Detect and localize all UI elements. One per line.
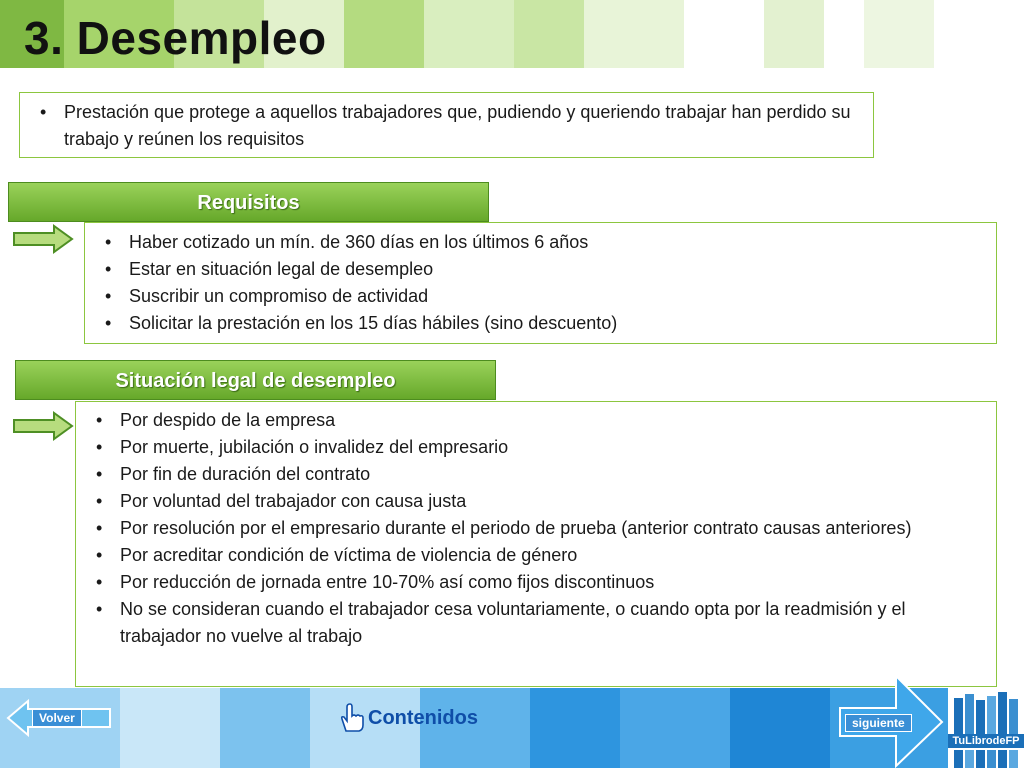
logo xyxy=(948,690,1024,768)
situacion-tab: Situación legal de desempleo xyxy=(15,360,496,400)
requisitos-tab: Requisitos xyxy=(8,182,489,222)
hand-pointer-icon xyxy=(340,703,366,733)
list-item: • Por fin de duración del contrato xyxy=(88,461,986,488)
right-arrow-icon xyxy=(12,224,74,254)
requisitos-list xyxy=(97,229,986,337)
list-item: • Por acreditar condición de víctima de violencia de género xyxy=(88,542,986,569)
requisitos-box xyxy=(84,222,997,344)
situacion-box xyxy=(75,401,997,687)
intro-list xyxy=(32,99,863,153)
list-item: • Por despido de la empresa xyxy=(88,407,986,434)
right-arrow-icon xyxy=(12,411,74,441)
next-label[interactable]: siguiente xyxy=(845,714,912,732)
list-item: • Estar en situación legal de desempleo xyxy=(97,256,986,283)
list-item: • Por resolución por el empresario durante el periodo de prueba (anterior contrato causas anteriores) xyxy=(88,515,986,542)
list-item: • Suscribir un compromiso de actividad xyxy=(97,283,986,310)
list-item: • Por reducción de jornada entre 10-70% así como fijos discontinuos xyxy=(88,569,986,596)
list-item: • Solicitar la prestación en los 15 días hábiles (sino descuento) xyxy=(97,310,986,337)
contents-link[interactable] xyxy=(340,700,478,736)
page-title: 3. Desempleo xyxy=(24,12,327,64)
list-item: • Haber cotizado un mín. de 360 días en los últimos 6 años xyxy=(97,229,986,256)
contents-label[interactable]: Contenidos xyxy=(368,706,478,729)
logo-text: TuLibrodeFP xyxy=(948,734,1024,748)
intro-box xyxy=(19,92,874,158)
situacion-list xyxy=(88,407,986,650)
list-item: • No se consideran cuando el trabajador cesa voluntariamente, o cuando opta por la readmisión y el trabajador no vuelve al trabajo xyxy=(88,596,986,650)
books-logo-icon xyxy=(948,690,1024,734)
back-label[interactable]: Volver xyxy=(32,709,82,727)
list-item: • Por voluntad del trabajador con causa justa xyxy=(88,488,986,515)
list-item: • Prestación que protege a aquellos trabajadores que, pudiendo y queriendo trabajar han perdido su trabajo y reúnen los requisitos xyxy=(32,99,863,153)
books-logo-base-icon xyxy=(948,748,1024,768)
list-item: • Por muerte, jubilación o invalidez del empresario xyxy=(88,434,986,461)
